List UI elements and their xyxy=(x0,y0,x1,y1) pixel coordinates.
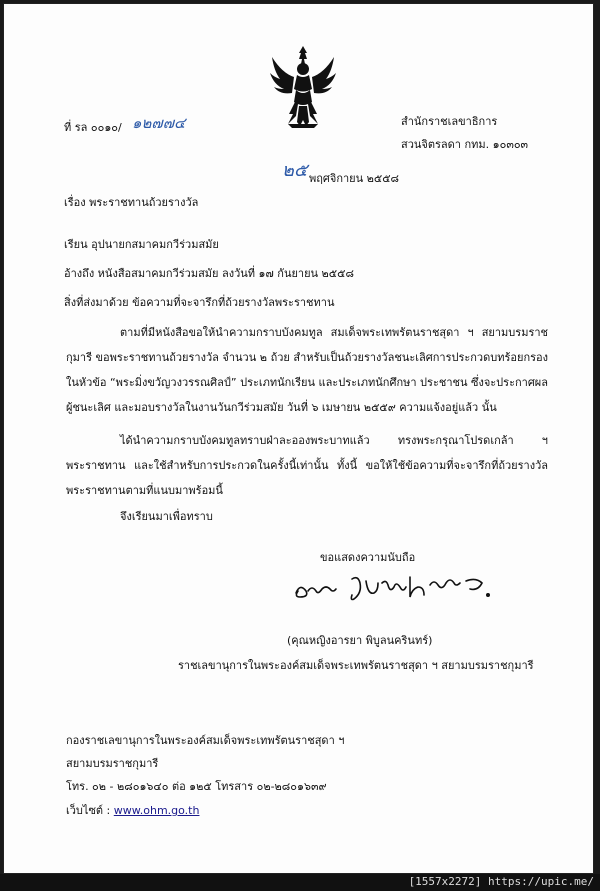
letter-page xyxy=(3,3,594,874)
website-label: เว็บไซต์ : xyxy=(66,804,114,817)
closing-line: จึงเรียนมาเพื่อทราบ xyxy=(120,510,213,523)
ref-number-label: ที่ รล ๐๐๑๐/ xyxy=(64,121,122,134)
footer-phone: โทร. ๐๒ - ๒๘๐๑๖๔๐ ต่อ ๑๒๕ โทรสาร ๐๒-๒๘๐๑๖๓๙ xyxy=(66,780,327,793)
letter-enclosure: สิ่งที่ส่งมาด้วย ข้อความที่จะจารึกที่ถ้วยรางวัลพระราชทาน xyxy=(64,296,335,309)
letter-reference: อ้างถึง หนังสือสมาคมกวีร่วมสมัย ลงวันที่ ๑๗ กันยายน ๒๕๕๘ xyxy=(64,267,354,280)
watermark-bar xyxy=(0,874,600,891)
body-paragraph-1 xyxy=(66,320,548,420)
footer-department-2: สยามบรมราชกุมารี xyxy=(66,757,159,770)
garuda-emblem-icon xyxy=(268,44,338,130)
date-day-handwritten: ๒๕ xyxy=(282,160,308,181)
body-paragraph-2 xyxy=(66,428,548,503)
office-name: สำนักราชเลขาธิการ xyxy=(401,115,498,128)
letter-recipient: เรียน อุปนายกสมาคมกวีร่วมสมัย xyxy=(64,238,219,251)
signatory-name: (คุณหญิงอารยา พิบูลนครินทร์) xyxy=(287,634,433,647)
letter-subject: เรื่อง พระราชทานถ้วยรางวัล xyxy=(64,196,199,209)
body-paragraph-1-text: ตามที่มีหนังสือขอให้นำความกราบบังคมทูล สมเด็จพระเทพรัตนราชสุดา ฯ สยามบรมราชกุมารี ขอพระราชทานถ้วยรางวัล จำนวน ๒ ถ้วย สำหรับเป็นถ้วยรางวัลชนะเลิศการประกวดบทร้อยกรอง ในหัวข้อ “พระมิ่งขวัญวงวรรณศิลป์” ประเภทนักเรียน และประเภทนักศึกษา ประชาชน ซึ่งจะประกาศผลผู้ชนะเลิศ และมอบรางวัลในงานวันกวีร่วมสมัย วันที่ ๖ เมษายน ๒๕๕๙ ความแจ้งอยู่แล้ว นั้น xyxy=(66,326,548,414)
letter-date: พฤศจิกายน ๒๕๕๘ xyxy=(309,172,400,185)
signatory-position: ราชเลขานุการในพระองค์สมเด็จพระเทพรัตนราชสุดา ฯ สยามบรมราชกุมารี xyxy=(178,659,534,672)
footer-website xyxy=(66,804,199,818)
ref-number-handwritten: ๑๒๗๗๔ xyxy=(132,114,186,132)
website-link[interactable]: www.ohm.go.th xyxy=(113,804,200,817)
body-paragraph-2-text: ได้นำความกราบบังคมทูลทราบฝ่าละอองพระบาทแล้ว ทรงพระกรุณาโปรดเกล้า ฯ พระราชทาน และใช้สำหรับการประกวดในครั้งนี้เท่านั้น ทั้งนี้ ขอให้ใช้ข้อความที่จะจารึกที่ถ้วยรางวัลพระราชทานตามที่แนบมาพร้อมนี้ xyxy=(66,434,548,497)
office-address: สวนจิตรลดา กทม. ๑๐๓๐๓ xyxy=(401,138,529,151)
footer-department: กองราชเลขานุการในพระองค์สมเด็จพระเทพรัตนราชสุดา ฯ xyxy=(66,734,345,747)
handwritten-signature xyxy=(290,569,510,609)
watermark-text: [1557x2272] https://upic.me/ xyxy=(408,875,594,888)
regards-line: ขอแสดงความนับถือ xyxy=(320,551,416,564)
